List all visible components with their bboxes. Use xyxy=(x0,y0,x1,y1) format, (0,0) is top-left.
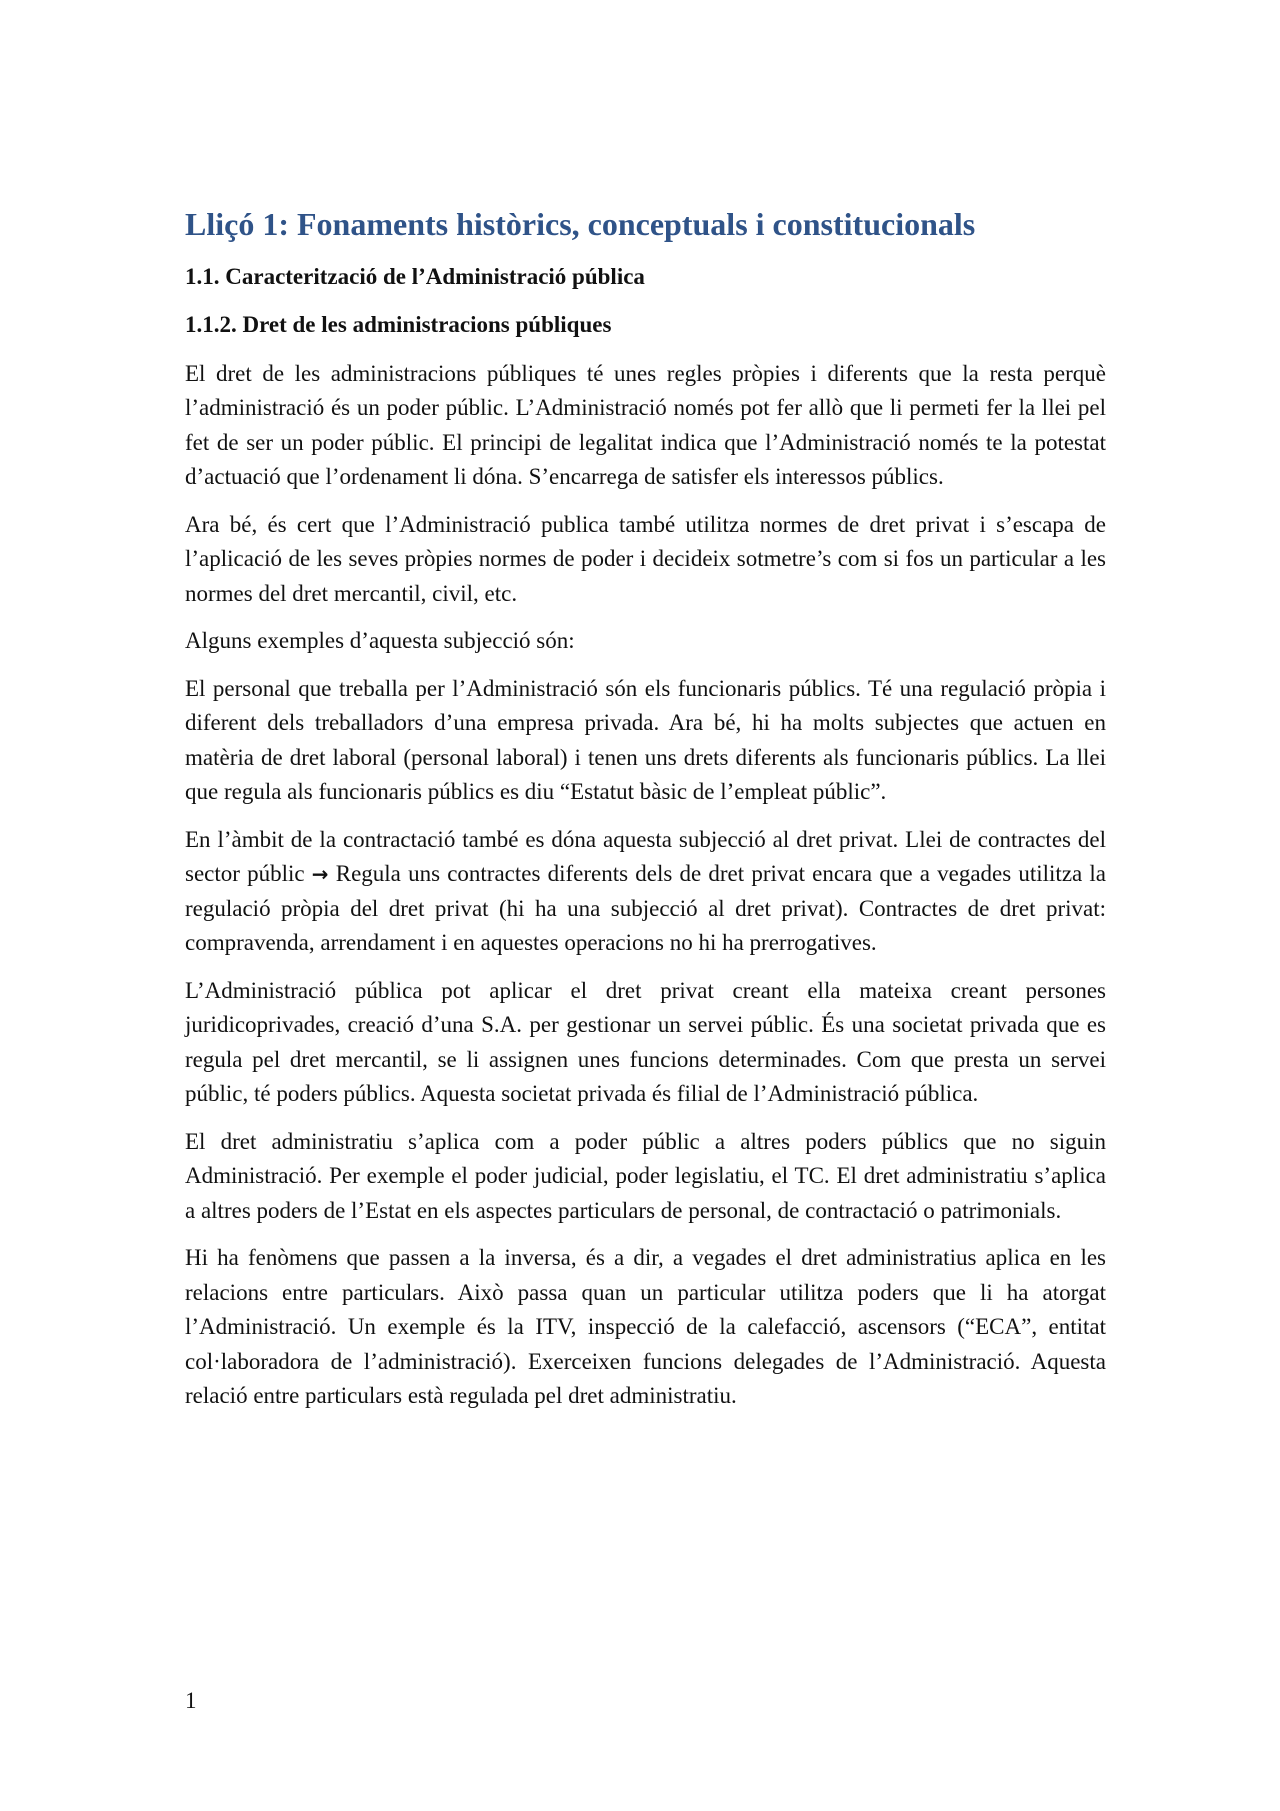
paragraph: L’Administració pública pot aplicar el dret privat creant ella mateixa creant persones juridicoprivades, creació d’una S.A. per gestionar un servei públic. És una societat privada que es regula pel dret mercantil, se li assignen unes funcions determinades. Com que presta un servei públic, té poders públics. Aquesta societat privada és filial de l’Administració pública. xyxy=(185,977,1106,1107)
contracts-text-after: Regula uns contractes diferents dels de dret privat encara que a vegades utilitza la regulació pròpia del dret privat (hi ha una subjecció al dret privat). Contractes de dret privat: compravenda, arrendament i en aquestes operacions no hi ha prerrogatives. xyxy=(185,861,1107,956)
section-heading: 1.1. Caracterització de l’Administració pública xyxy=(185,264,645,290)
contracts-text-before: En l’àmbit de la contractació també es dóna aquesta subjecció al dret privat. Llei de contractes del sector públic xyxy=(185,826,1106,887)
paragraph: Alguns exemples d’aquesta subjecció són: xyxy=(185,628,575,654)
paragraph: El dret de les administracions públiques té unes regles pròpies i diferents que la resta perquè l’administració és un poder públic. L’Administració només pot fer allò que li permeti fer la llei pel fet de ser un poder públic. El principi de legalitat indica que l’Administració només te la potestat d’actuació que l’ordenament li dóna. S’encarrega de satisfer els interessos públics. xyxy=(185,360,1106,490)
paragraph-contracts xyxy=(185,823,1106,961)
paragraph: El personal que treballa per l’Administració són els funcionaris públics. Té una regulació pròpia i diferent dels treballadors d’una empresa privada. Ara bé, hi ha molts subjectes que actuen en matèria de dret laboral (personal laboral) i tenen uns drets diferents als funcionaris públics. La llei que regula als funcionaris públics es diu “Estatut bàsic de l’empleat públic”. xyxy=(185,675,1106,805)
document-title: Lliçó 1: Fonaments històrics, conceptuals i constitucionals xyxy=(185,206,976,242)
subsection-heading: 1.1.2. Dret de les administracions públiques xyxy=(185,312,612,338)
paragraph: Ara bé, és cert que l’Administració publica també utilitza normes de dret privat i s’escapa de l’aplicació de les seves pròpies normes de poder i decideix sotmetre’s com si fos un particular a les normes del dret mercantil, civil, etc. xyxy=(185,511,1106,606)
page-number: 1 xyxy=(185,1688,197,1713)
paragraph: El dret administratiu s’aplica com a poder públic a altres poders públics que no siguin Administració. Per exemple el poder judicial, poder legislatiu, el TC. El dret administratiu s’aplica a altres poders de l’Estat en els aspectes particulars de personal, de contractació o patrimonials. xyxy=(185,1128,1106,1223)
right-arrow-icon: → xyxy=(311,862,329,887)
document-page xyxy=(185,205,1106,1427)
paragraph: Hi ha fenòmens que passen a la inversa, és a dir, a vegades el dret administratius aplica en les relacions entre particulars. Això passa quan un particular utilitza poders que li ha atorgat l’Administració. Un exemple és la ITV, inspecció de la calefacció, ascensors (“ECA”, entitat col·laboradora de l’administració). Exerceixen funcions delegades de l’Administració. Aquesta relació entre particulars està regulada pel dret administratiu. xyxy=(185,1245,1106,1409)
